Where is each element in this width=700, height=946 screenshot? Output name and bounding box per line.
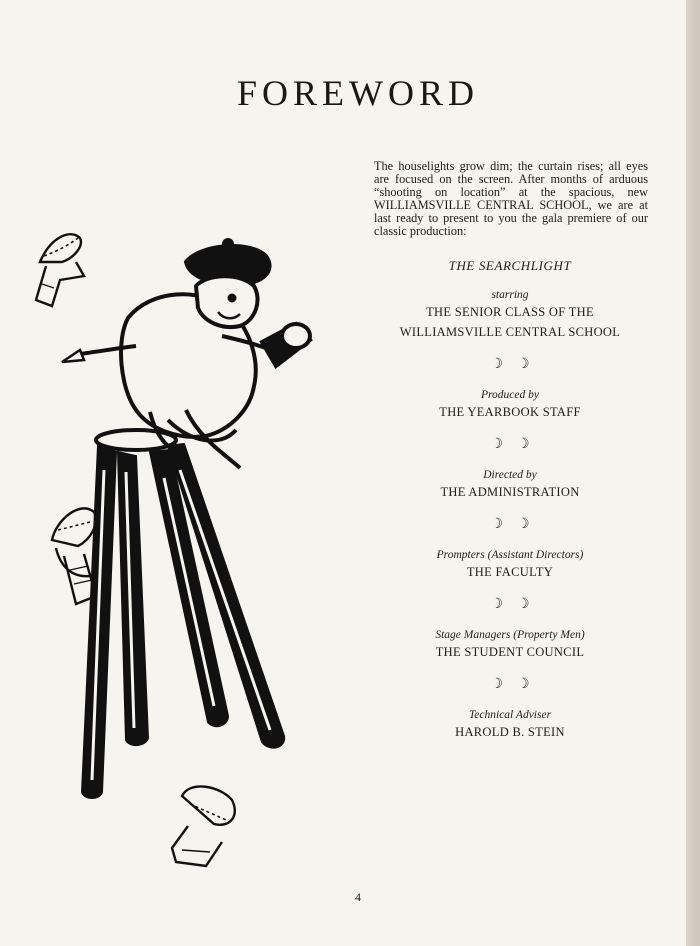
intro-paragraph: The houselights grow dim; the curtain rises; all eyes are focused on the screen. After months of arduous “shooting on location” at the spacious, new WILLIAMSVILLE CENTRAL SCHOOL, we are at last ready to present to you the gala premiere of our classic production: (374, 159, 648, 238)
page-title: FOREWORD (236, 73, 479, 113)
credit-entry (370, 548, 650, 582)
starring-line: WILLIAMSVILLE CENTRAL SCHOOL (399, 325, 621, 339)
credit-role: Produced by (480, 389, 539, 401)
ornament-divider: ☽☽ (490, 357, 544, 372)
ornament-divider: ☽☽ (490, 517, 544, 532)
credit-name: THE YEARBOOK STAFF (439, 405, 581, 419)
ornament-divider: ☽☽ (490, 437, 544, 452)
credits-block (370, 258, 650, 742)
cameraman-on-stilts-illustration (0, 0, 340, 900)
starring-label: starring (491, 289, 529, 301)
ornament-divider: ☽☽ (490, 677, 544, 692)
credit-role: Stage Managers (Property Men) (435, 629, 585, 641)
credit-role: Prompters (Assistant Directors) (436, 549, 584, 561)
credit-entry (370, 708, 650, 742)
production-title: THE SEARCHLIGHT (448, 258, 572, 273)
credit-name: THE STUDENT COUNCIL (435, 645, 585, 659)
film-strip-icon (36, 234, 84, 306)
credit-entry (370, 628, 650, 662)
page-edge (686, 0, 700, 946)
credit-role: Directed by (483, 469, 537, 481)
film-strip-icon (172, 786, 235, 866)
credit-entry (370, 468, 650, 502)
credit-name: THE FACULTY (466, 565, 554, 579)
credit-role: Technical Adviser (468, 709, 552, 721)
credit-entry (370, 388, 650, 422)
starring-block (370, 288, 650, 342)
credit-name: THE ADMINISTRATION (440, 485, 580, 499)
starring-line: THE SENIOR CLASS OF THE (426, 305, 594, 319)
film-strip-icon (52, 508, 96, 604)
ornament-divider: ☽☽ (490, 597, 544, 612)
page-number: 4 (355, 890, 361, 904)
credit-name: HAROLD B. STEIN (455, 725, 565, 739)
tripod-legs (82, 444, 284, 798)
